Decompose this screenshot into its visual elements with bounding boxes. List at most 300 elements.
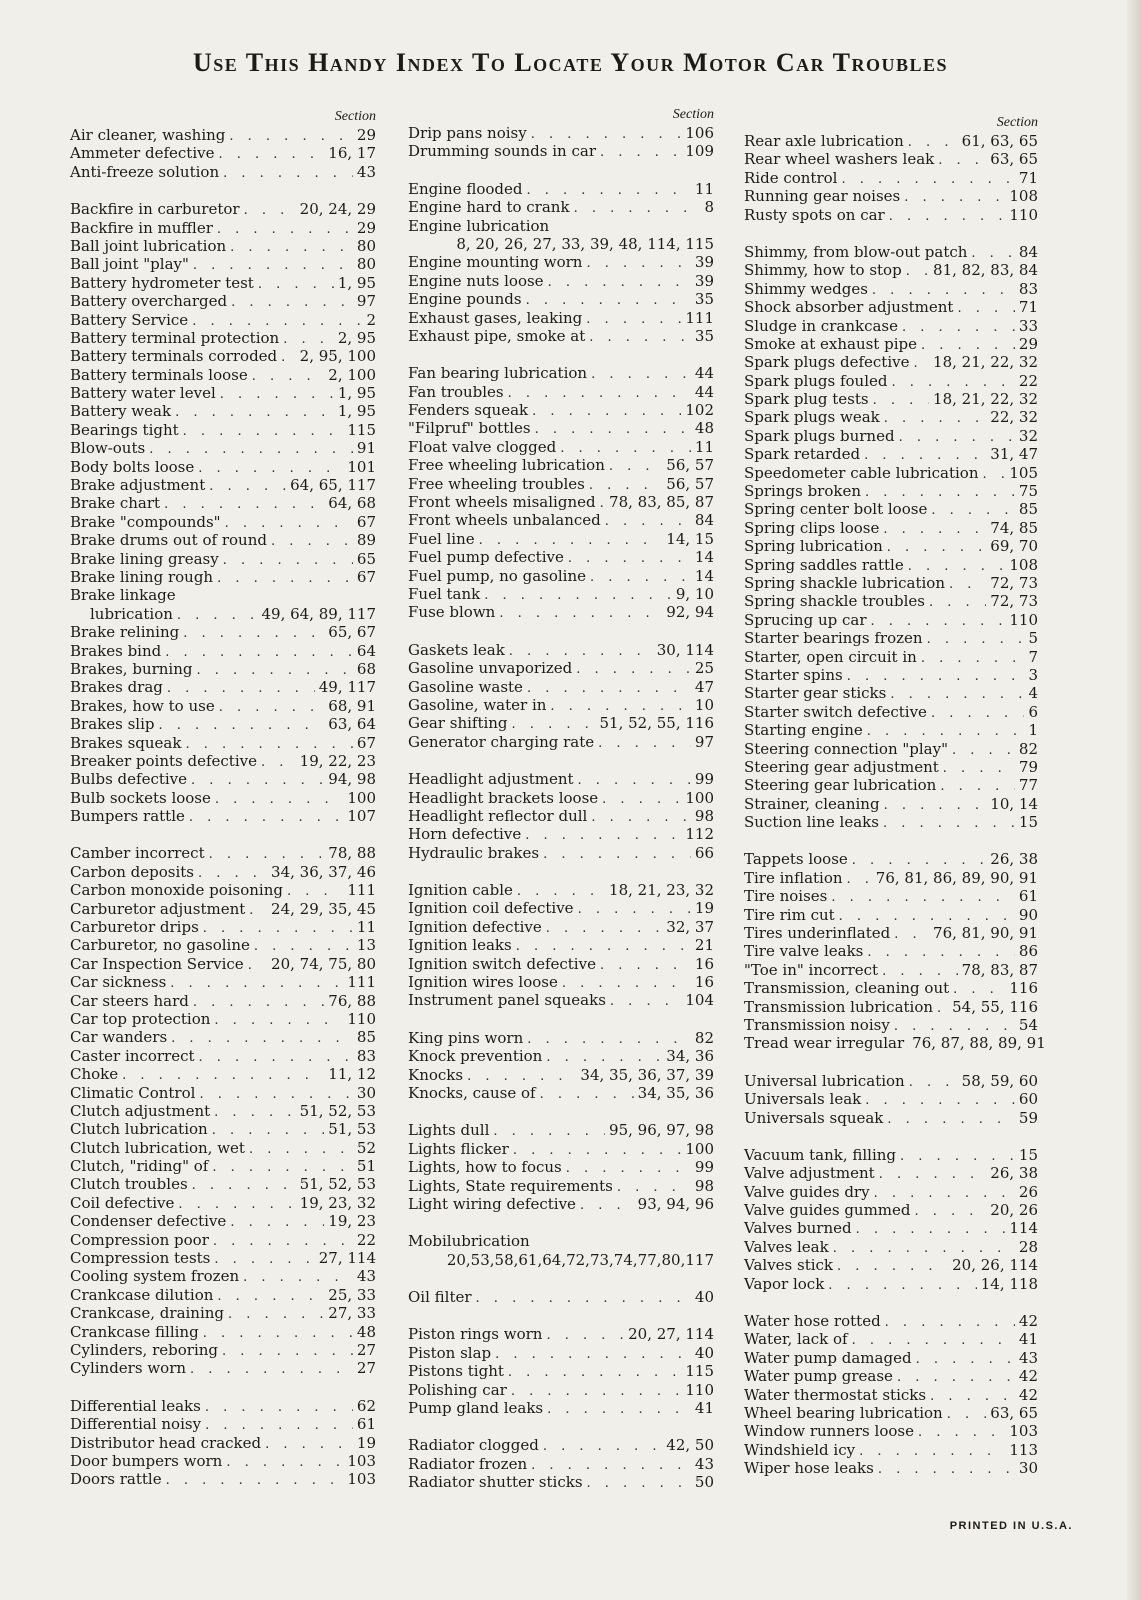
index-entry [744,1219,1038,1237]
index-entry [70,807,376,825]
entry-sections: 61 [356,1415,376,1434]
entry-topic: Valve guides dry [744,1182,870,1201]
leader-dots [217,1288,324,1306]
leader-dots [878,1461,1015,1479]
index-entry [70,1157,376,1175]
leader-dots [943,760,1015,778]
section-column-heading: Section [996,115,1038,130]
entry-topic: Fuel line [408,529,475,548]
entry-topic: Knocks, cause of [408,1083,536,1102]
letter-group [744,1072,1038,1127]
entry-sections: 78, 83, 85, 87 [609,493,714,512]
index-entry [70,881,376,899]
index-column-1 [70,108,376,1489]
entry-sections: 43 [356,1267,376,1286]
leader-dots [484,587,672,605]
leader-dots [214,1012,343,1030]
entry-topic: Speedometer cable lubrication [744,463,979,482]
index-entry [744,813,1038,831]
leader-dots [476,1290,691,1308]
entry-topic: Carburetor, no gasoline [70,936,250,955]
index-entry [70,715,376,733]
index-entry [70,1304,376,1322]
index-entry [70,1010,376,1028]
entry-sections: 111 [347,881,376,900]
entry-sections: 34, 36, 37, 46 [271,862,376,881]
entry-topic: Battery overcharged [70,292,228,311]
leader-dots [937,1000,948,1018]
entry-topic: Battery water level [70,384,216,403]
index-entry [70,311,376,329]
index-entry [70,1102,376,1120]
entry-topic: Anti-freeze solution [70,162,220,181]
index-entry [70,1286,376,1304]
index-entry [408,1029,714,1047]
group-spacer [744,1053,1038,1072]
index-entry [70,550,376,568]
index-entry [744,537,1038,555]
letter-group [408,1288,714,1306]
leader-dots [244,202,296,220]
entry-topic: Vacuum tank, filling [744,1145,897,1164]
index-entry [70,992,376,1010]
leader-dots [837,1258,948,1276]
entry-sections: 67 [356,512,376,531]
leader-dots [183,625,324,643]
entry-topic: Strainer, cleaning [744,794,880,813]
leader-dots [909,1074,958,1092]
leader-dots [580,1197,634,1215]
entry-sections: 78, 88 [328,844,376,863]
leader-dots [508,1364,681,1382]
leader-dots [170,975,343,993]
entry-topic: Brake adjustment [70,476,206,495]
entry-sections: 93, 94, 96 [637,1194,714,1213]
entry-sections: 11 [356,918,376,937]
entry-sections: 34, 35, 36 [637,1083,714,1102]
entry-topic: Brake lining rough [70,567,214,586]
entry-topic: Running gear noises [744,187,901,206]
leader-dots [258,276,334,294]
index-entry [408,1362,714,1380]
entry-topic: Engine mounting worn [408,253,583,272]
entry-topic: Gear shifting [408,714,508,733]
entry-topic: Differential noisy [70,1415,202,1434]
entry-sections: 103 [1009,1422,1038,1441]
entry-topic: Climatic Control [70,1083,196,1102]
leader-dots [249,902,267,920]
entry-sections: 8, 20, 26, 27, 33, 39, 48, 114, 115 [456,234,714,253]
entry-topic: Steering connection "play" [744,739,948,758]
letter-group [70,1397,376,1489]
index-entry [744,1275,1038,1293]
leader-dots [219,146,325,164]
entry-topic: Air cleaner, washing [70,126,226,144]
entry-topic: Drumming sounds in car [408,142,596,161]
index-entry [408,401,714,419]
leader-dots [885,1314,1015,1332]
index-entry [70,402,376,420]
entry-topic: Ignition defective [408,917,542,936]
entry-sections: 65, 67 [328,623,376,642]
entry-sections: 51, 53 [328,1120,376,1139]
entry-topic: Ignition leaks [408,936,512,955]
index-entry [744,1090,1038,1108]
entry-sections: 13 [356,936,376,955]
leader-dots [591,366,691,384]
index-entry [408,789,714,807]
entry-topic: Starter spins [744,665,843,684]
group-spacer [408,1269,714,1288]
entry-topic: Instrument panel squeaks [408,991,606,1010]
leader-dots [828,1277,976,1295]
index-entry [408,548,714,566]
index-entry [744,206,1038,224]
index-entry-line [408,1251,714,1269]
section-column-heading: Section [334,109,376,124]
index-entry [408,936,714,954]
entry-sections: 113 [1009,1440,1038,1459]
entry-topic: Brake chart [70,494,161,513]
entry-sections: 86 [1018,942,1038,961]
index-entry [408,567,714,585]
entry-topic: Shimmy wedges [744,279,868,298]
entry-sections: 59 [1018,1108,1038,1127]
index-entry [408,272,714,290]
entry-topic: Gasoline unvaporized [408,659,573,678]
entry-sections: 40 [694,1343,714,1362]
index-entry [744,1201,1038,1219]
index-entry [408,456,714,474]
entry-topic: Front wheels unbalanced [408,511,601,530]
index-entry [408,1195,714,1213]
entry-sections: 5 [1028,629,1038,648]
index-entry [744,1441,1038,1459]
entry-topic: Backfire in carburetor [70,200,240,219]
entry-sections: 3 [1028,665,1038,684]
entry-topic: Fuel pump, no gasoline [408,566,587,585]
entry-sections: 110 [685,1380,714,1399]
leader-dots [600,144,681,162]
leader-dots [884,410,987,428]
entry-topic: Coil defective [70,1193,175,1212]
index-entry [70,1028,376,1046]
index-entry [70,936,376,954]
entry-sections: 29 [1018,334,1038,353]
leader-dots [916,1351,1015,1369]
entry-sections: 97 [694,732,714,751]
leader-dots [591,809,691,827]
index-entry [70,789,376,807]
entry-topic: Lights, State requirements [408,1176,613,1195]
leader-dots [248,957,267,975]
letter-group [70,126,376,181]
entry-topic: Brakes, burning [70,659,193,678]
index-entry [408,641,714,659]
leader-dots [938,152,986,170]
leader-dots [158,717,324,735]
entry-topic: Windshield icy [744,1440,856,1459]
index-entry [408,733,714,751]
entry-sections: 61, 63, 65 [961,132,1038,150]
entry-sections: 1, 95 [337,384,376,403]
entry-sections: 72, 73 [990,592,1038,611]
index-entry [744,924,1038,942]
entry-sections: 82 [694,1028,714,1047]
index-entry [744,1256,1038,1274]
entry-sections: 100 [685,788,714,807]
index-entry [70,513,376,531]
leader-dots [215,791,343,809]
index-entry [70,1175,376,1193]
entry-topic: Water thermostat sticks [744,1385,927,1404]
leader-dots [913,355,929,373]
entry-sections: 107 [347,807,376,826]
entry-sections: 68 [356,659,376,678]
index-entry [744,372,1038,390]
index-entry [744,390,1038,408]
index-entry [408,899,714,917]
group-spacer [408,1417,714,1436]
index-entry [408,714,714,732]
entry-topic: Tire noises [744,887,828,906]
leader-dots [189,809,343,827]
entry-topic: Ignition switch defective [408,954,596,973]
entry-sections: 51, 52, 53 [299,1175,376,1194]
index-entry [408,678,714,696]
entry-sections: 58, 59, 60 [961,1071,1038,1090]
leader-dots [230,1214,324,1232]
entry-sections: 105 [1009,463,1038,482]
index-entry [744,869,1038,887]
entry-topic: Water hose rotted [744,1312,881,1331]
entry-topic: Gasoline waste [408,677,523,696]
index-entry [70,770,376,788]
leader-dots [547,1401,691,1419]
entry-sections: 39 [694,271,714,290]
entry-sections: 43 [356,162,376,181]
entry-topic: "Filpruf" bottles [408,419,531,438]
index-entry [70,219,376,237]
letter-group [744,850,1046,1053]
entry-sections: 20, 26 [990,1201,1038,1220]
index-entry [408,659,714,677]
entry-sections: 103 [347,1451,376,1470]
entry-topic: Shock absorber adjustment [744,298,954,317]
index-entry [70,1452,376,1470]
entry-sections: 27 [356,1359,376,1378]
leader-dots [931,705,1025,723]
entry-topic: Rear wheel washers leak [744,150,935,169]
entry-sections: 2 [366,310,376,329]
leader-dots [589,329,691,347]
index-entry [744,353,1038,371]
leader-dots [847,871,872,889]
entry-topic: Battery terminal protection [70,328,280,347]
index-entry [744,1404,1038,1422]
index-column-3 [744,114,1046,1478]
entry-sections: 41 [694,1399,714,1418]
index-entry [408,309,714,327]
index-entry [744,187,1038,205]
entry-sections: 29 [356,218,376,237]
letter-group [408,770,714,862]
index-entry [744,740,1038,758]
entry-topic: King pins worn [408,1028,524,1047]
entry-sections: 100 [347,788,376,807]
entry-sections: 81, 82, 83, 84 [933,261,1038,280]
entry-topic: Car wanders [70,1028,168,1047]
letter-group [744,1146,1038,1293]
entry-sections: 50 [694,1473,714,1492]
entry-sections: 97 [356,292,376,311]
entry-sections: 109 [685,142,714,161]
entry-topic: Crankcase filling [70,1322,199,1341]
leader-dots [166,1472,344,1490]
leader-dots [952,742,1015,760]
leader-dots [209,478,286,496]
entry-topic: "Toe in" incorrect [744,960,879,979]
leader-dots [231,294,353,312]
entry-sections: 8 [704,198,714,217]
entry-sections: 103 [347,1470,376,1489]
leader-dots [230,239,353,257]
leader-dots [252,368,325,386]
index-entry [408,1232,714,1269]
letter-group [744,1312,1038,1478]
entry-topic: Choke [70,1065,119,1084]
index-entry [408,1084,714,1102]
entry-topic: Horn defective [408,825,522,844]
leader-dots [223,165,353,183]
index-entry [70,366,376,384]
index-entry [408,1473,714,1491]
entry-sections: 43 [694,1454,714,1473]
index-entry [408,198,714,216]
leader-dots [205,1399,353,1417]
index-entry-line [408,1232,714,1250]
entry-sections: 92, 94 [666,603,714,622]
entry-sections: 19 [356,1433,376,1452]
letter-group [408,1029,714,1103]
index-entry [408,1066,714,1084]
index-entry [70,660,376,678]
leader-dots [223,552,353,570]
entry-topic: Camber incorrect [70,844,205,863]
group-spacer [744,831,1038,850]
entry-topic: Battery terminals loose [70,365,248,384]
index-entry [70,752,376,770]
entry-sections: 48 [356,1322,376,1341]
entry-sections: 11, 12 [328,1065,376,1084]
index-entry [70,955,376,973]
entry-topic: Starter, open circuit in [744,647,917,666]
index-entry [744,795,1038,813]
entry-topic: Bulbs defective [70,770,188,789]
index-entry [408,1455,714,1473]
entry-topic: Brake linkage [70,586,176,605]
entry-topic: Clutch adjustment [70,1101,211,1120]
index-entry [408,955,714,973]
entry-topic: Tire valve leaks [744,942,864,961]
group-spacer [70,825,376,844]
entry-sections: 61 [1018,887,1038,906]
index-entry [70,918,376,936]
entry-topic: Generator charging rate [408,732,595,751]
index-entry [408,1381,714,1399]
index-entry [70,900,376,918]
index-entry [408,217,714,254]
index-entry [744,445,1038,463]
index-entry [744,998,1038,1016]
entry-topic: Bulb sockets loose [70,788,211,807]
entry-topic: Oil filter [408,1288,472,1307]
entry-sections: 51, 52, 53 [299,1101,376,1120]
leader-dots [904,189,1005,207]
index-entry [70,844,376,862]
leader-dots [856,1221,1006,1239]
leader-dots [883,521,986,539]
entry-topic: Ignition wires loose [408,973,558,992]
entry-topic: Headlight adjustment [408,770,574,789]
index-entry [408,991,714,1009]
entry-sections: 68, 91 [328,696,376,715]
entry-topic: Starter switch defective [744,702,927,721]
entry-sections: 85 [1018,500,1038,519]
index-entry [744,666,1038,684]
leader-dots [831,889,1015,907]
entry-topic: Lights, how to focus [408,1158,562,1177]
leader-dots [883,815,1015,833]
index-entry [744,280,1038,298]
group-spacer [408,161,714,180]
entry-sections: 25 [694,659,714,678]
entry-topic: Radiator shutter sticks [408,1473,583,1492]
index-entry [70,329,376,347]
leader-dots [957,300,1014,318]
entry-sections: 4 [1028,684,1038,703]
entry-sections: 99 [694,770,714,789]
index-entry [744,150,1038,168]
index-entry [408,1177,714,1195]
index-entry [408,364,714,382]
entry-sections: 15 [1018,813,1038,832]
entry-sections: 14 [694,548,714,567]
entry-topic: Steering gear adjustment [744,757,939,776]
entry-sections: 108 [1009,187,1038,206]
entry-topic: Tread wear irregular [744,1034,905,1053]
index-entry [70,144,376,162]
entry-topic: Compression tests [70,1249,211,1268]
entry-topic: Ride control [744,168,838,187]
index-entry [408,807,714,825]
index-entry [744,776,1038,794]
entry-topic: Brakes slip [70,715,155,734]
index-entry [744,1459,1038,1477]
entry-topic: Ammeter defective [70,144,215,163]
entry-sections: 63, 65 [990,150,1038,169]
entry-sections: 9, 10 [675,584,714,603]
letter-group [408,364,714,621]
entry-topic: Exhaust gases, leaking [408,308,583,327]
page-title: Use This Handy Index To Locate Your Motor Car Troubles [192,48,949,77]
entry-topic: Water pump grease [744,1367,893,1386]
leader-dots [609,458,662,476]
index-entry [70,863,376,881]
index-entry [408,825,714,843]
entry-topic: Spring lubrication [744,537,883,556]
entry-sections: 100 [685,1139,714,1158]
